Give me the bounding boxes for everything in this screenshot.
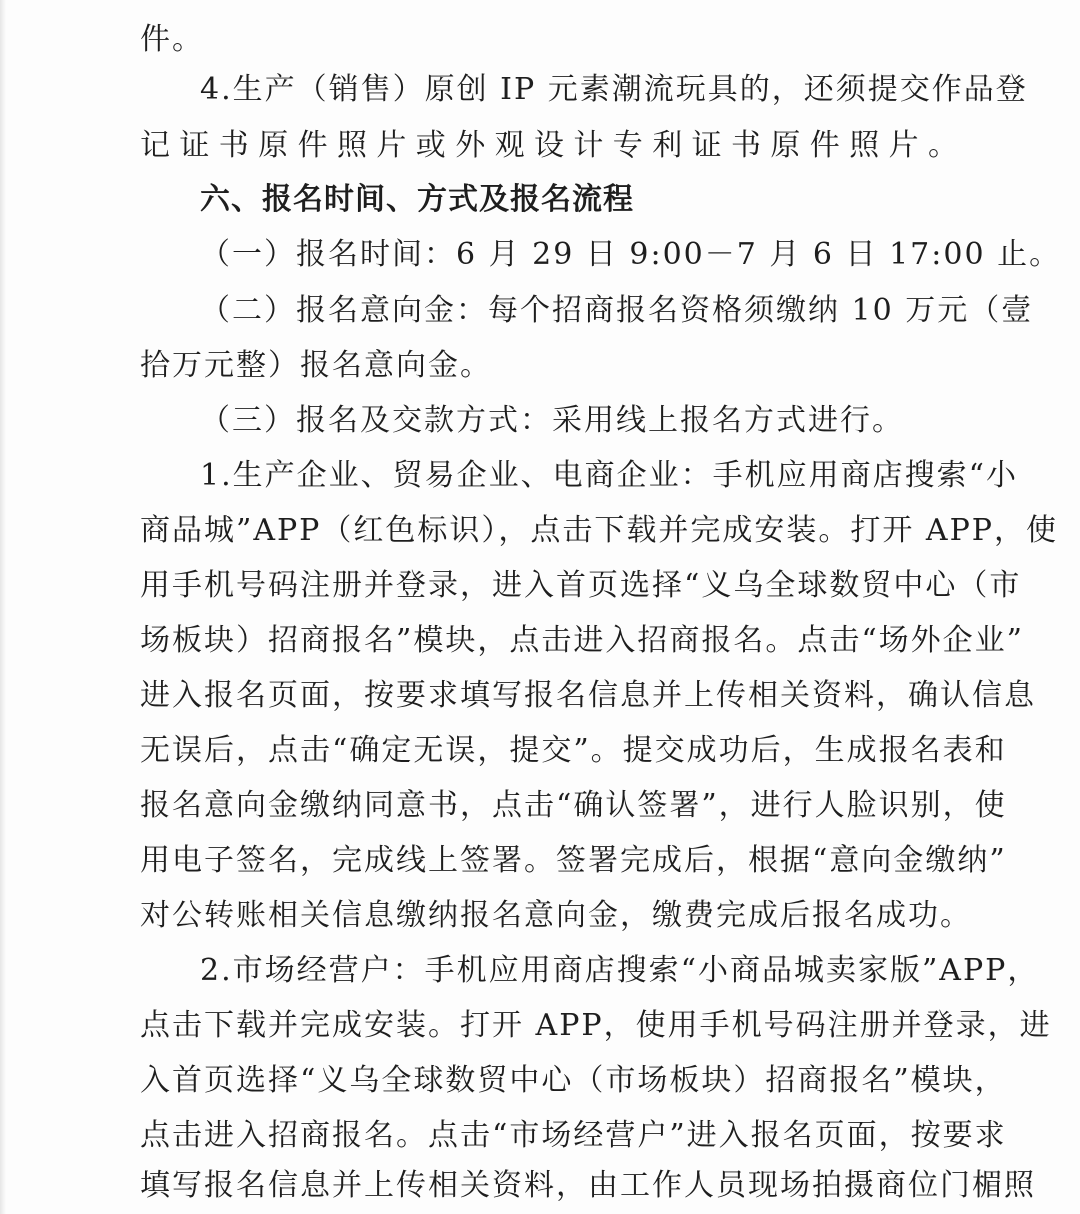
text-line-20: 入首页选择“义乌全球数贸中心（市场板块）招商报名”模块， [140,1063,1007,1098]
text-line-9: 1.生产企业、贸易企业、电商企业：手机应用商店搜索“小 [200,458,1018,493]
section-heading-six: 六、报名时间、方式及报名流程 [200,182,634,217]
text-line-19: 点击下载并完成安装。打开 APP，使用手机号码注册并登录，进 [140,1008,1052,1043]
text-line-12: 场板块）招商报名”模块，点击进入招商报名。点击“场外企业” [140,623,1025,658]
text-line-16: 用电子签名，完成线上签署。签署完成后，根据“意向金缴纳” [140,843,1007,878]
page-edge-shadow [0,0,6,1214]
text-line-17: 对公转账相关信息缴纳报名意向金，缴费完成后报名成功。 [140,898,972,933]
text-line-21: 点击进入招商报名。点击“市场经营户”进入报名页面，按要求 [140,1118,1007,1153]
text-line-13: 进入报名页面，按要求填写报名信息并上传相关资料，确认信息 [140,678,1036,713]
text-line-2: 4.生产（销售）原创 IP 元素潮流玩具的，还须提交作品登 [200,72,1028,107]
text-line-6: （二）报名意向金：每个招商报名资格须缴纳 10 万元（壹 [200,293,1034,328]
text-line-3: 记证书原件照片或外观设计专利证书原件照片。 [140,128,960,163]
text-line-8: （三）报名及交款方式：采用线上报名方式进行。 [200,403,904,438]
text-line-5: （一）报名时间：6 月 29 日 9:00－7 月 6 日 17:00 止。 [200,237,1062,272]
text-line-11: 用手机号码注册并登录，进入首页选择“义乌全球数贸中心（市 [140,568,1022,603]
text-line-15: 报名意向金缴纳同意书，点击“确认签署”，进行人脸识别，使 [140,788,1007,823]
text-line-7: 拾万元整）报名意向金。 [140,348,492,383]
text-line-22: 填写报名信息并上传相关资料，由工作人员现场拍摄商位门楣照 [140,1168,1036,1203]
text-line-14: 无误后，点击“确定无误，提交”。提交成功后，生成报名表和 [140,733,1007,768]
text-line-10: 商品城”APP（红色标识），点击下载并完成安装。打开 APP，使 [140,513,1058,548]
text-line-18: 2.市场经营户：手机应用商店搜索“小商品城卖家版”APP， [200,953,1040,988]
text-line-1: 件。 [140,22,204,57]
